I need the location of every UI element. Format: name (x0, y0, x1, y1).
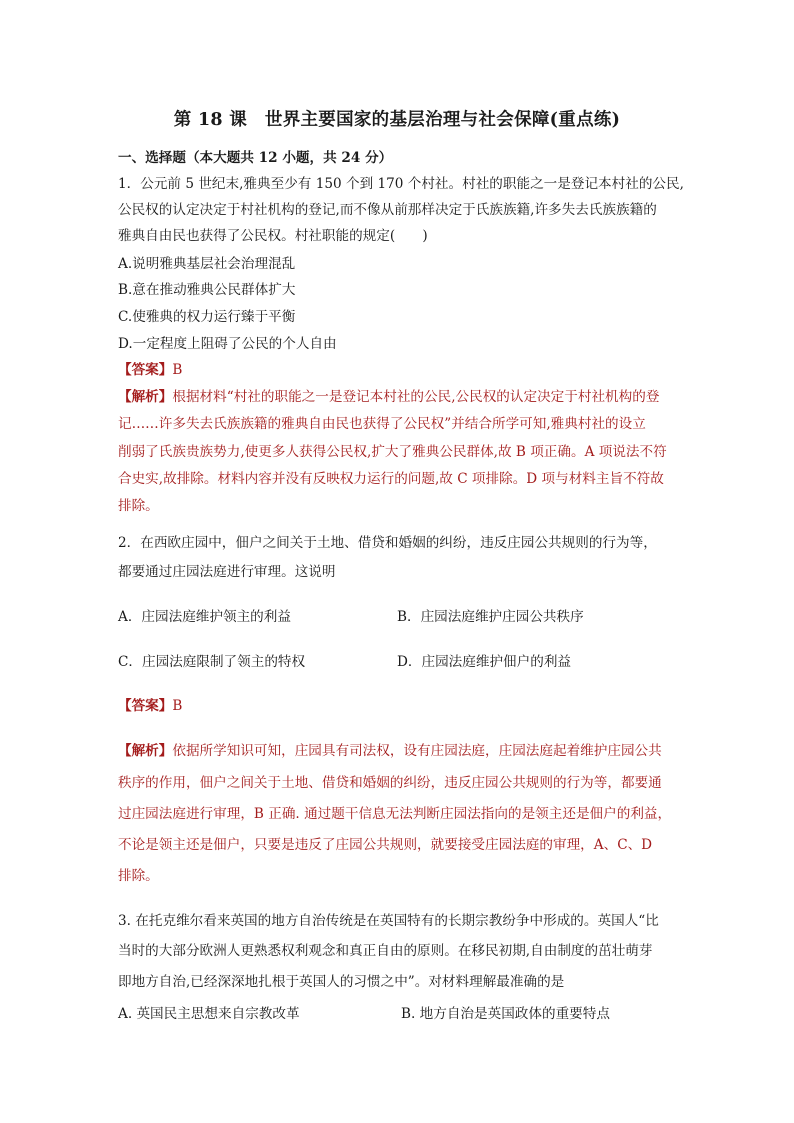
q1-analysis-text-1: 根据材料“村社的职能之一是登记本村社的公民,公民权的认定决定于村社机构的登 (172, 389, 660, 405)
q2-answer-value: B (172, 698, 183, 714)
q3-stem-line-2: 当时的大部分欧洲人更熟悉权利观念和真正自由的原则。在移民初期,自由制度的茁壮萌芽 (118, 943, 653, 959)
q1-stem-line-1: 1．公元前 5 世纪末,雅典至少有 150 个到 170 个村社。村社的职能之一是登记本村社的公民, (118, 176, 684, 192)
page-title: 第 18 课 世界主要国家的基层治理与社会保障(重点练) (173, 110, 621, 130)
section-heading: 一、选择题（本大题共 12 小题，共 24 分） (118, 150, 393, 166)
q1-answer-value: B (172, 362, 183, 378)
q2-answer-tag: 【答案】 (118, 698, 173, 714)
q2-analysis-line-5: 排除。 (118, 868, 159, 884)
q2-analysis-tag: 【解析】 (118, 743, 173, 759)
q1-analysis-line-2: 记……许多失去氏族族籍的雅典自由民也获得了公民权”并结合所学可知,雅典村社的设立 (118, 416, 646, 432)
q2-analysis-line-2: 秩序的作用，佃户之间关于土地、借贷和婚姻的纠纷，违反庄园公共规则的行为等，都要通 (118, 775, 662, 791)
q2-option-row-1 (118, 605, 678, 625)
q1-analysis-line-4: 合史实,故排除。材料内容并没有反映权力运行的问题,故 C 项排除。D 项与材料主旨不符故 (118, 471, 664, 487)
q3-option-b: B. 地方自治是英国政体的重要特点 (401, 1006, 610, 1022)
q1-option-a: A.说明雅典基层社会治理混乱 (118, 256, 296, 272)
q2-answer (118, 694, 678, 714)
q2-stem-line-2: 都要通过庄园法庭进行审理。这说明 (118, 564, 336, 580)
q1-analysis-line-3: 削弱了氏族贵族势力,使更多人获得公民权,扩大了雅典公民群体,故 B 项正确。A 项说法不符 (118, 444, 667, 460)
q1-analysis-line-5: 排除。 (118, 498, 159, 514)
q2-option-row-2 (118, 650, 678, 670)
q2-option-a: A．庄园法庭维护领主的利益 (118, 609, 291, 625)
q1-stem-line-2: 公民权的认定决定于村社机构的登记,而不像从前那样决定于氏族族籍,许多失去氏族族籍的 (118, 202, 657, 218)
q1-analysis-line-1 (118, 385, 678, 405)
q2-option-c: C．庄园法庭限制了领主的特权 (118, 654, 306, 670)
q2-option-b: B．庄园法庭维护庄园公共秩序 (397, 609, 584, 625)
q2-analysis-line-4: 不论是领主还是佃户，只要是违反了庄园公共规则，就要接受庄园法庭的审理，A、C、D (118, 837, 653, 853)
q1-option-d: D.一定程度上阻碍了公民的个人自由 (118, 336, 337, 352)
q1-stem-line-3: 雅典自由民也获得了公民权。村社职能的规定( ) (118, 228, 428, 244)
q2-stem-line-1: 2．在西欧庄园中，佃户之间关于土地、借贷和婚姻的纠纷，违反庄园公共规则的行为等， (118, 535, 657, 551)
q1-option-b: B.意在推动雅典公民群体扩大 (118, 282, 296, 298)
q3-stem-line-1: 3. 在托克维尔看来英国的地方自治传统是在英国特有的长期宗教纷争中形成的。英国人“比 (118, 913, 659, 929)
q3-option-a: A. 英国民主思想来自宗教改革 (118, 1006, 300, 1022)
q1-answer-tag: 【答案】 (118, 362, 173, 378)
q1-answer (118, 358, 678, 378)
q3-option-row-1 (118, 1002, 678, 1022)
q2-option-d: D．庄园法庭维护佃户的利益 (397, 654, 572, 670)
q3-stem-line-3: 即地方自治,已经深深地扎根于英国人的习惯之中”。对材料理解最准确的是 (118, 974, 565, 990)
q1-analysis-tag: 【解析】 (118, 389, 173, 405)
q2-analysis-line-3: 过庄园法庭进行审理，B 正确. 通过题干信息无法判断庄园法指向的是领主还是佃户的利益， (118, 806, 672, 822)
q2-analysis-line-1 (118, 739, 678, 759)
q2-analysis-text-1: 依据所学知识可知，庄园具有司法权，设有庄园法庭，庄园法庭起着维护庄园公共 (172, 743, 662, 759)
q1-option-c: C.使雅典的权力运行臻于平衡 (118, 309, 296, 325)
